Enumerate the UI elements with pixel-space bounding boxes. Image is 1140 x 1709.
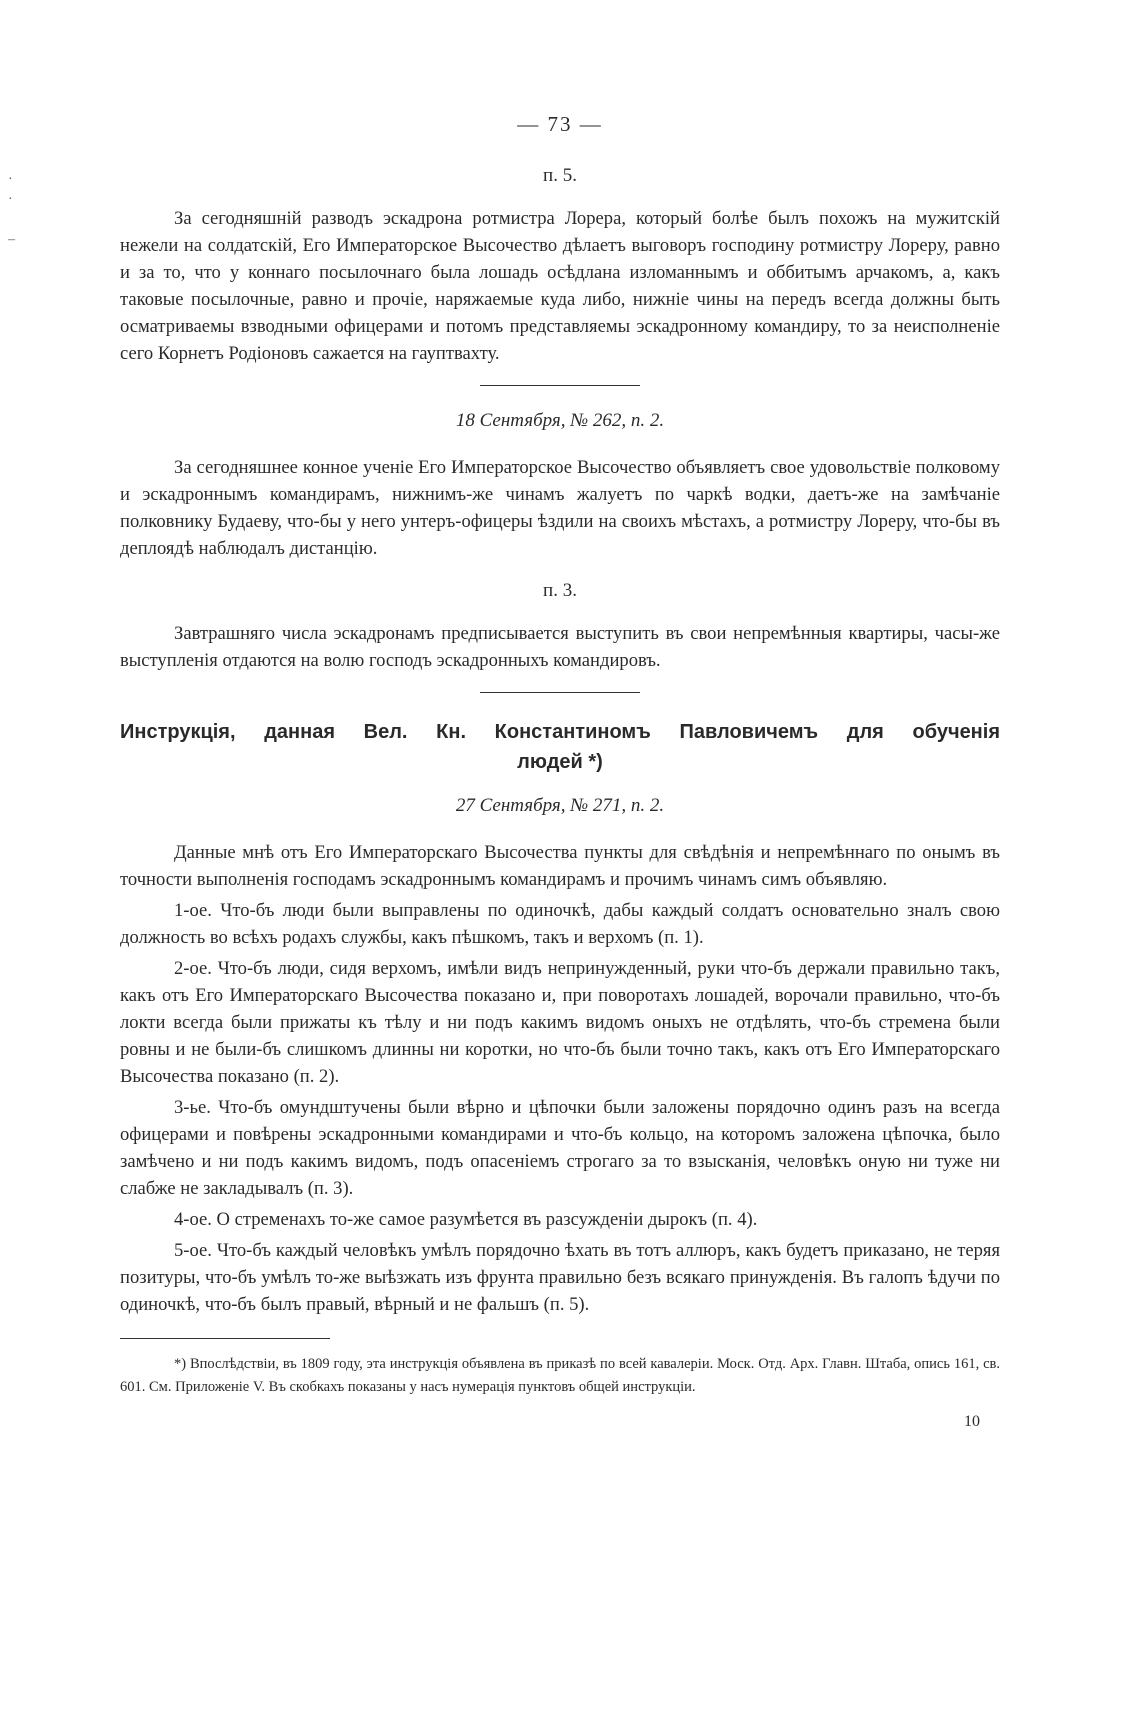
footnote-rule xyxy=(120,1338,330,1339)
instruction-item-4: 4-ое. О стременахъ то-же самое разумѣется въ разсужденіи дырокъ (п. 4). xyxy=(174,1209,758,1230)
sheet-number: 10 xyxy=(964,1413,980,1430)
margin-marks: · · – xyxy=(8,172,15,247)
footnote: *) Впослѣдствіи, въ 1809 году, эта инструкція объявлена въ приказѣ по всей кавалеріи. Моск. Отд. Арх. Главн. Штаба, опись 161, св. 601. См. Приложеніе V. Въ скобкахъ показаны у насъ нумерація пунктовъ общей инструкціи. xyxy=(120,1356,1000,1395)
date-heading-27-sept: 27 Сентября, № 271, п. 2. xyxy=(455,795,665,816)
instruction-item-3: 3-ье. Что-бъ омундштучены были вѣрно и цѣпочки были заложены порядочно одинъ разъ на всегда офицерами и повѣрены эскадронными командирами и что-бъ кольцо, на которомъ заложена цѣпочка, было замѣчено и ни подъ какимъ видомъ, подъ опасеніемъ строгаго за то взысканія, человѣкъ оную ни туже ни слабже не закладывалъ (п. 3). xyxy=(120,1097,1000,1199)
separator-rule xyxy=(480,385,640,386)
instruction-heading-line2: людей *) xyxy=(517,751,603,773)
section-label-p5: п. 5. xyxy=(543,165,577,186)
instruction-item-1: 1-ое. Что-бъ люди были выправлены по одиночкѣ, дабы каждый солдатъ основательно зналъ свою должность во всѣхъ родахъ службы, какъ пѣшкомъ, такъ и верхомъ (п. 1). xyxy=(120,900,1000,948)
date-heading-18-sept: 18 Сентября, № 262, п. 2. xyxy=(455,410,665,431)
instruction-item-5: 5-ое. Что-бъ каждый человѣкъ умѣлъ порядочно ѣхать въ тотъ аллюръ, какъ будетъ приказано, не теряя позитуры, что-бъ умѣлъ то-же выѣзжать изъ фрунта правильно безъ всякаго принужденія. Въ галопъ ѣдучи по одиночкѣ, что-бъ былъ правый, вѣрный и не фальшъ (п. 5). xyxy=(120,1240,1000,1315)
instruction-intro: Данные мнѣ отъ Его Императорскаго Высочества пункты для свѣдѣнія и непремѣннаго по онымъ въ точности выполненія господамъ эскадроннымъ командирамъ и прочимъ чинамъ симъ объявляю. xyxy=(120,842,1000,890)
page-number: — 73 — xyxy=(517,112,603,136)
document-page xyxy=(120,100,1000,1431)
section-label-p3: п. 3. xyxy=(543,580,577,601)
paragraph-uchenie: За сегодняшнее конное ученіе Его Императорское Высочество объявляетъ свое удовольствіе полковому и эскадроннымъ командирамъ, нижнимъ-же чинамъ жалуетъ по чаркѣ водки, даетъ-же на замѣчаніе полковнику Будаеву, что-бы у него унтеръ-офицеры ѣздили на своихъ мѣстахъ, а ротмистру Лореру, что-бы въ деплоядѣ наблюдалъ дистанцію. xyxy=(120,457,1000,559)
paragraph-razvod: За сегодняшній разводъ эскадрона ротмистра Лорера, который болѣе былъ похожъ на мужитскій нежели на солдатскій, Его Императорское Высочество дѣлаетъ выговоръ господину ротмистру Лореру, равно и за то, что у коннаго посылочнаго была лошадь осѣдлана изломаннымъ и оббитымъ арчакомъ, а, какъ таковые посылочные, равно и прочіе, наряжаемые куда либо, нижніе чины на передъ всегда должны быть осматриваемы взводными офицерами и потомъ представляемы эскадронному командиру, то за неисполненіе сего Корнетъ Родіоновъ сажается на гауптвахту. xyxy=(120,208,1000,364)
paragraph-vystuplenie: Завтрашняго числа эскадронамъ предписывается выступить въ свои непремѣнныя квартиры, часы-же выступленія отдаются на волю господъ эскадронныхъ командировъ. xyxy=(120,623,1000,671)
instruction-item-2: 2-ое. Что-бъ люди, сидя верхомъ, имѣли видъ непринужденный, руки что-бъ держали правильно такъ, какъ отъ Его Императорскаго Высочества показано и, при поворотахъ лошадей, ворочали правильно, что-бъ локти всегда были прижаты къ тѣлу и ни подъ какимъ видомъ оныхъ не отдѣлять, что-бъ стремена были ровны и не были-бъ слишкомъ длинны ни коротки, но что-бъ были точно такъ, какъ отъ Его Императорскаго Высочества показано (п. 2). xyxy=(120,958,1000,1087)
instruction-heading xyxy=(120,717,1000,777)
instruction-heading-line1: Инструкція, данная Вел. Кн. Константиномъ Павловичемъ для обученія xyxy=(120,721,1000,743)
separator-rule xyxy=(480,692,640,693)
